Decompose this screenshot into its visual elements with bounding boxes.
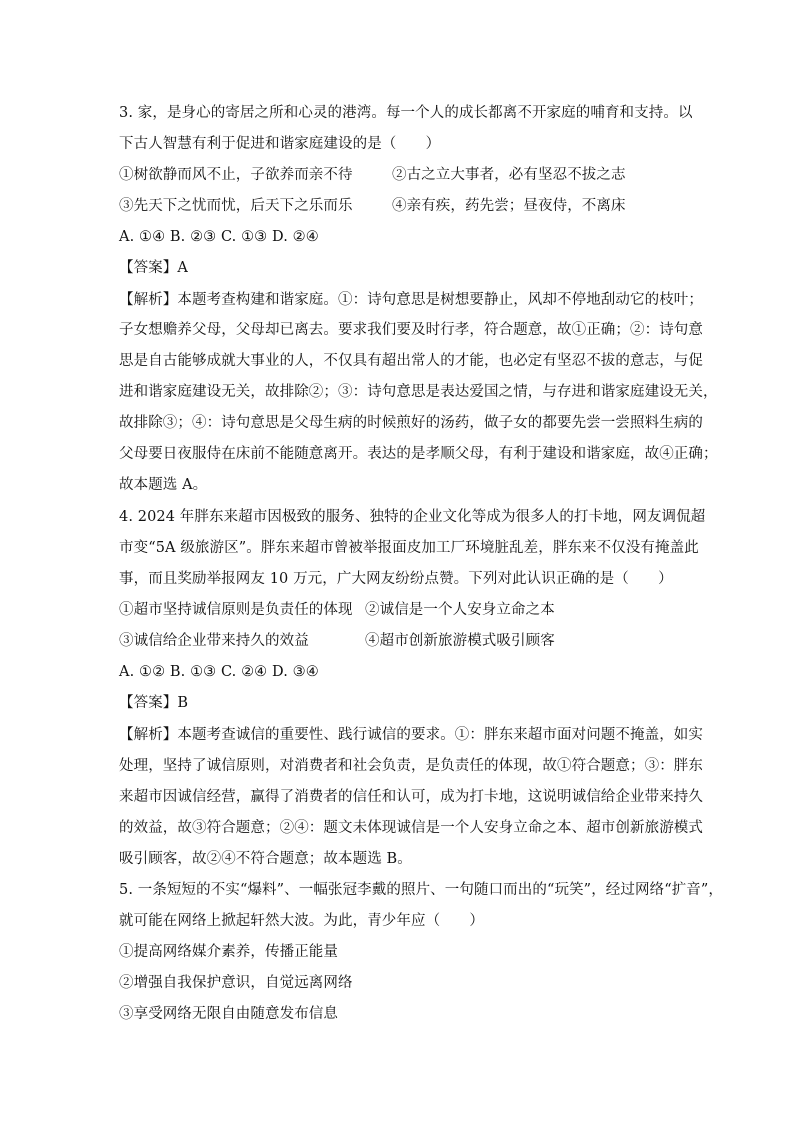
q4-option-2: ②诚信是一个人安身立命之本 (365, 602, 555, 618)
q3-option-4: ④亲有疾，药先尝；昼夜侍，不离床 (392, 198, 626, 214)
q3-analysis-line-2: 子女想赡养父母，父母却已离去。要求我们要及时行孝，符合题意，故①正确；②：诗句意 (119, 322, 703, 338)
q4-stem-line-1: 4. 2024 年胖东来超市因极致的服务、独特的企业文化等成为很多人的打卡地，网友调侃超 (119, 509, 706, 525)
q4-analysis-line-2: 处理，坚持了诚信原则，对消费者和社会负责，是负责任的体现，故①符合题意；③：胖东 (119, 758, 703, 774)
q4-option-4: ④超市创新旅游模式吸引顾客 (365, 633, 555, 649)
q4-option-1: ①超市坚持诚信原则是负责任的体现 (119, 602, 353, 618)
q4-analysis-line-3: 来超市因诚信经营，赢得了消费者的信任和认可，成为打卡地，这说明诚信给企业带来持久 (119, 789, 703, 805)
q3-analysis-line-5: 故排除③；④：诗句意思是父母生病的时候煎好的汤药，做子女的都要先尝一尝照料生病的 (119, 415, 703, 431)
q3-option-3: ③先天下之忧而忧，后天下之乐而乐 (119, 198, 353, 214)
q3-option-1: ①树欲静而风不止，子欲养而亲不待 (119, 167, 353, 183)
q5-stem-line-2: 就可能在网络上掀起轩然大波。为此，青少年应（ ） (119, 913, 484, 929)
q4-choices: A. ①② B. ①③ C. ②④ D. ③④ (119, 664, 319, 680)
q4-answer: 【答案】B (119, 695, 189, 711)
q3-analysis-line-4: 进和谐家庭建设无关，故排除②；③：诗句意思是表达爱国之情，与存进和谐家庭建设无关， (119, 384, 718, 400)
q4-stem-line-2: 市变“5A 级旅游区”。胖东来超市曾被举报面皮加工厂环境脏乱差，胖东来不仅没有掩盖此 (119, 540, 699, 556)
q5-option-3: ③享受网络无限自由随意发布信息 (119, 1006, 338, 1022)
q3-choices: A. ①④ B. ②③ C. ①③ D. ②④ (119, 229, 319, 245)
q5-option-2: ②增强自我保护意识，自觉远离网络 (119, 975, 353, 991)
q4-analysis-line-5: 吸引顾客，故②④不符合题意；故本题选 B。 (119, 851, 412, 867)
q3-stem-line-1: 3. 家，是身心的寄居之所和心灵的港湾。每一个人的成长都离不开家庭的哺育和支持。以 (119, 105, 693, 121)
q3-analysis-line-6: 父母要日夜服侍在床前不能随意离开。表达的是孝顺父母，有利于建设和谐家庭，故④正确； (119, 446, 718, 462)
q4-analysis-line-4: 的效益，故③符合题意；②④：题文未体现诚信是一个人安身立命之本、超市创新旅游模式 (119, 820, 703, 836)
q3-analysis-line-1: 【解析】本题考查构建和谐家庭。①：诗句意思是树想要静止，风却不停地刮动它的枝叶； (119, 292, 703, 308)
q3-analysis-line-7: 故本题选 A。 (119, 477, 208, 493)
q3-stem-line-2: 下古人智慧有利于促进和谐家庭建设的是（ ） (119, 136, 441, 152)
q3-option-2: ②古之立大事者，必有坚忍不拔之志 (392, 167, 626, 183)
q3-answer: 【答案】A (119, 260, 188, 276)
q4-analysis-line-1: 【解析】本题考查诚信的重要性、践行诚信的要求。①：胖东来超市面对问题不掩盖，如实 (119, 727, 703, 743)
q4-option-3: ③诚信给企业带来持久的效益 (119, 633, 309, 649)
q3-analysis-line-3: 思是自古能够成就大事业的人，不仅具有超出常人的才能，也必定有坚忍不拔的意志，与促 (119, 353, 703, 369)
q5-option-1: ①提高网络媒介素养，传播正能量 (119, 944, 338, 960)
q4-stem-line-3: 事，而且奖励举报网友 10 万元，广大网友纷纷点赞。下列对此认识正确的是（ ） (119, 571, 673, 587)
q5-stem-line-1: 5. 一条短短的不实“爆料”、一幅张冠李戴的照片、一句随口而出的“玩笑”，经过网络“扩音”， (119, 882, 724, 898)
